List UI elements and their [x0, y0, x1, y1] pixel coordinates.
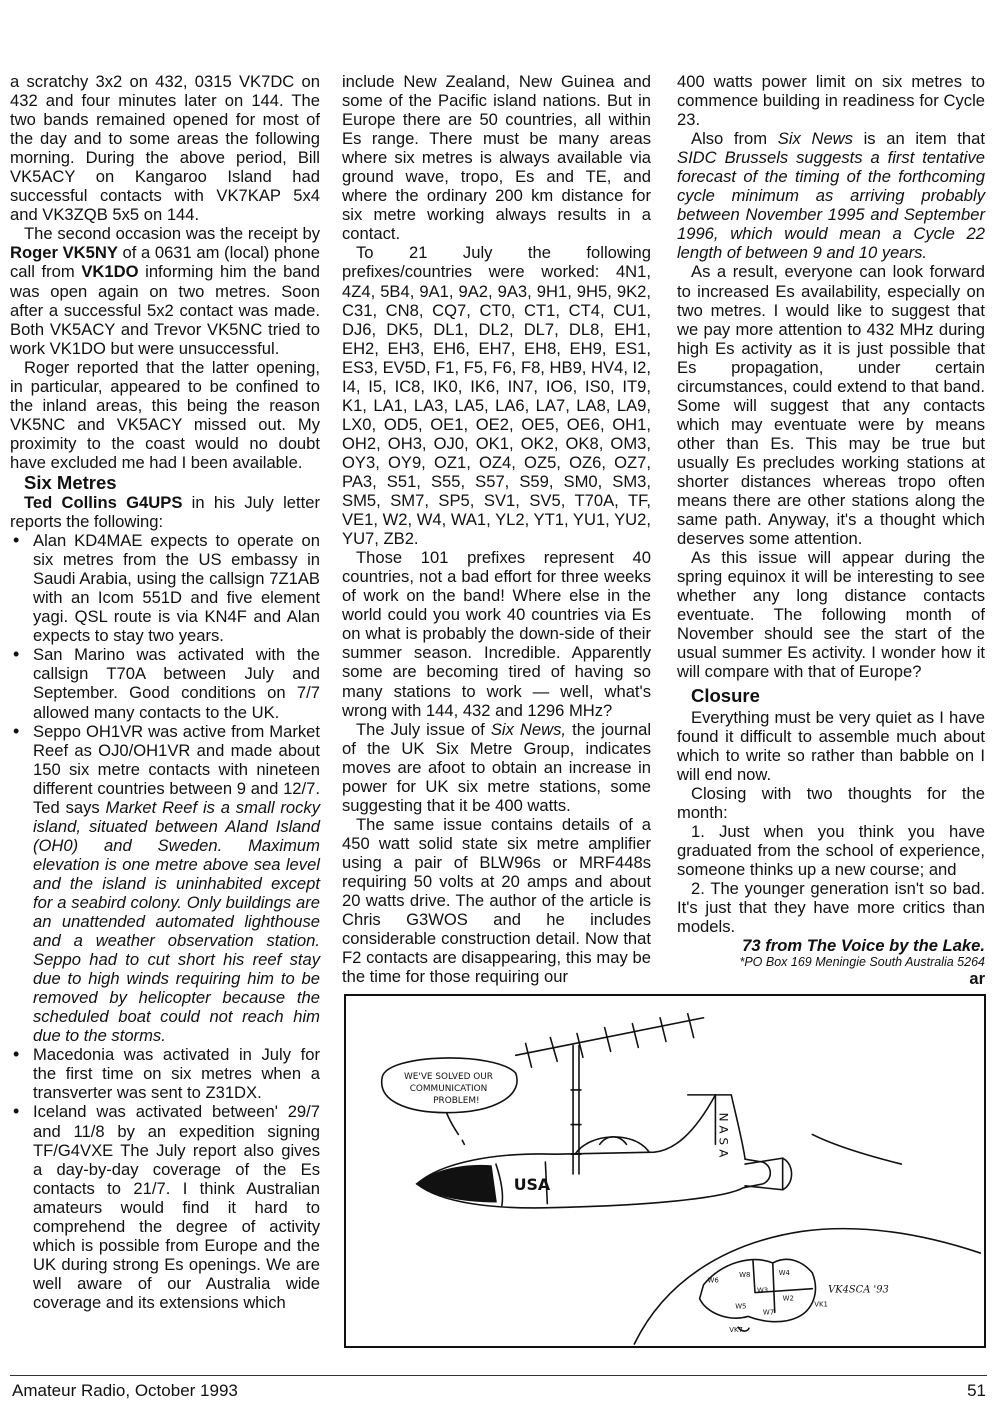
- section-heading-closure: Closure: [691, 684, 760, 706]
- column-3: [677, 72, 985, 989]
- footer-publication: Amateur Radio, October 1993: [12, 1381, 238, 1400]
- list-item: • Seppo OH1VR was active from Market Reef as OJ0/OH1VR and made about 150 six metre contacts with nineteen different countries between 9 and 12/7. Ted says Market Reef is a small rocky island, situated between Aland Island (OH0) and Sweden. Maximum elevation is one metre above sea level and the island is uninhabited except for a seabird colony. Only buildings are an unattended automated lighthouse and a weather observation station. Seppo had to cut short his reef stay due to high winds requiring him to be removed by helicopter because the scheduled boat could not reach him due to the storms.: [10, 722, 320, 1046]
- map-label: W5: [735, 1302, 747, 1311]
- paragraph: a scratchy 3x2 on 432, 0315 VK7DC on 432 and four minutes later on 144. The two bands remained opened for most of the day and to some areas the following morning. During the above period, Bill VK5ACY on Kangaroo Island had successful contacts with VK7KAP 5x4 and VK3ZQB 5x5 on 144.: [10, 72, 320, 225]
- map-label: W2: [782, 1294, 794, 1303]
- paragraph: The same issue contains details of a 450 watt solid state six metre amplifier using a pair of BLW96s or MRF448s requiring 50 volts at 20 amps and about 20 watts drive. The author of the article is Chris G3WOS and he includes considerable construction detail. Now that F2 contacts are disappearing, this may be the time for those requiring our: [342, 814, 651, 987]
- map-label: VK7: [729, 1326, 743, 1335]
- paragraph: Closing with two thoughts for the month:: [677, 783, 985, 822]
- section-heading-six-metres: Six Metres: [24, 471, 117, 493]
- paragraph: The July issue of Six News, the journal of the UK Six Metre Group, indicates moves are afoot to obtain an increase in power for UK six metre stations, some suggesting that it be 400 watts.: [342, 719, 652, 815]
- shuttle-cockpit: [575, 1137, 649, 1154]
- column-1: [10, 72, 320, 1312]
- map-label: W4: [778, 1268, 790, 1277]
- speech-text-line-1: WE'VE SOLVED OUR: [404, 1072, 493, 1083]
- column-2: [342, 72, 651, 986]
- author-address: *PO Box 169 Meningie South Australia 5264: [739, 955, 985, 970]
- paragraph: Ted Collins G4UPS in his July letter reports the following:: [10, 492, 321, 532]
- tail-letters: NASA: [716, 1112, 731, 1162]
- cartoon-drawing: [346, 996, 984, 1346]
- antenna-elements: [526, 1014, 694, 1067]
- paragraph: The second occasion was the receipt by Roger VK5NY of a 0631 am (local) phone call from VK1DO informing him the band was open again on two metres. Soon after a successful 5x2 contact was made. Both VK5ACY and Trevor VK5NC tried to work VK1DO but were unsuccessful.: [10, 224, 320, 358]
- cartoon-illustration: [344, 994, 986, 1348]
- map-label: W3: [756, 1286, 769, 1295]
- paragraph: Everything must be very quiet as I have found it difficult to assemble much about which to write so rather than babble on I will end now.: [677, 707, 985, 784]
- paragraph: As a result, everyone can look forward to increased Es availability, especially on two metres. I would like to suggest that we pay more attention to 432 MHz during high Es activity as it is just possible that Es propagation, under certain circumstances, could extend to that band. Some will suggest that any contacts which may eventuate were by means other than Es. This may be true but usually Es precludes working stations at shorter distances whereas tropo often means there are other stations along the same path. Anyway, it's a thought which deserves some attention.: [677, 262, 985, 549]
- page-number: 51: [967, 1381, 986, 1400]
- author-signoff: 73 from The Voice by the Lake.: [742, 936, 985, 956]
- paragraph: include New Zealand, New Guinea and some of the Pacific island nations. But in Europe there are 50 countries, all within Es range. There must be many areas where six metres is always available via ground wave, tropo, Es and TE, and where the ordinary 200 km distance for six metre working always results in a contact.: [342, 72, 651, 244]
- speech-text-line-2: COMMUNICATION: [409, 1083, 488, 1094]
- hull-lettering: USA: [513, 1174, 551, 1194]
- artist-signature: VK4SCA '93: [828, 1284, 889, 1296]
- list-item: • Iceland was activated between' 29/7 and 11/8 by an expedition signing TF/G4VXE The July report also gives a day-by-day coverage of the Es contacts to 21/7. I think Australian amateurs would find it hard to comprehend the degree of activity which is possible from Europe and the UK during strong Es openings. We are well aware of our Australia wide coverage and its extensions which: [10, 1102, 320, 1312]
- map-labels: [708, 1269, 828, 1334]
- paragraph: To 21 July the following prefixes/countries were worked: 4N1, 4Z4, 5B4, 9A1, 9A2, 9A3, 9H1, 9H5, 9K2, C31, CN8, CQ7, CT0, CT1, CT4, CU1, DJ6, DK5, DL1, DL2, DL7, DL8, EH1, EH2, EH3, EH6, EH7, EH8, EH9, ES1, ES3, EV5D, F1, F5, F6, F8, HB9, HV4, I2, I4, I5, IC8, IK0, IK6, IN7, IO6, IS0, IT9, K1, LA1, LA3, LA5, LA6, LA7, LA8, LA9, LX0, OD5, OE1, OE2, OE5, OE6, OH1, OH2, OH3, OJ0, OK1, OK2, OK8, OM3, OY3, OY9, OZ1, OZ4, OZ5, OZ6, OZ7, PA3, S51, S55, S57, S59, SM0, SM3, SM5, SM7, SP5, SV1, SV5, T70A, TF, VE1, W2, W4, WA1, YL2, YT1, YU1, YU2, YU7, ZB2.: [342, 243, 651, 549]
- bullet-list: [10, 531, 320, 1312]
- map-label: W7: [762, 1308, 775, 1317]
- list-item: • Alan KD4MAE expects to operate on six metres from the US embassy in Saudi Arabia, using the callsign 7Z1AB with an Icom 551D and five element yagi. QSL route is via KN4F and Alan expects to stay two years.: [10, 531, 320, 645]
- paragraph: Roger reported that the latter opening, in particular, appeared to be confined to the inland areas, this being the reason VK5NC and VK5ACY missed out. My proximity to the coast would no doubt have excluded me had I been available.: [10, 357, 320, 472]
- paragraph: Those 101 prefixes represent 40 countries, not a bad effort for three weeks of work on the band! Where else in the world could you work 40 countries via Es on what is probably the down-side of their summer season. Incredible. Apparently some are becoming tired of having so many stations to work — well, what's wrong with 144, 432 and 1296 MHz?: [342, 548, 651, 720]
- speech-text-line-3: PROBLEM!: [433, 1095, 480, 1106]
- end-mark: ar: [969, 970, 985, 989]
- footer-rule: [10, 1375, 987, 1376]
- paragraph: 1. Just when you think you have graduated from the school of experience, someone thinks up a new course; and: [677, 821, 985, 879]
- list-item: • San Marino was activated with the callsign T70A between July and September. Good conditions on 7/7 allowed many contacts to the UK.: [10, 645, 320, 721]
- paragraph: 2. The younger generation isn't so bad. It's just that they have more critics than models.: [677, 878, 985, 937]
- globe-horizon: [634, 1229, 980, 1344]
- paragraph: As this issue will appear during the spring equinox it will be interesting to see whether any long distance contacts eventuate. The following month of November should see the start of the usual summer Es activity. I wonder how it will compare with that of Europe?: [677, 548, 985, 682]
- map-label: W8: [739, 1270, 751, 1279]
- map-label: VK1: [814, 1300, 828, 1309]
- paragraph: Also from Six News is an item that SIDC Brussels suggests a first tentative forecast of the timing of the forthcoming cycle minimum as arriving probably between November 1995 and September 1996, which would mean a Cycle 22 length of between 9 and 10 years.: [677, 129, 985, 263]
- list-item: • Macedonia was activated in July for the first time on six metres when a transverter was sent to Z31DX.: [10, 1045, 320, 1102]
- map-label: W6: [707, 1276, 719, 1285]
- paragraph: 400 watts power limit on six metres to commence building in readiness for Cycle 23.: [677, 72, 985, 130]
